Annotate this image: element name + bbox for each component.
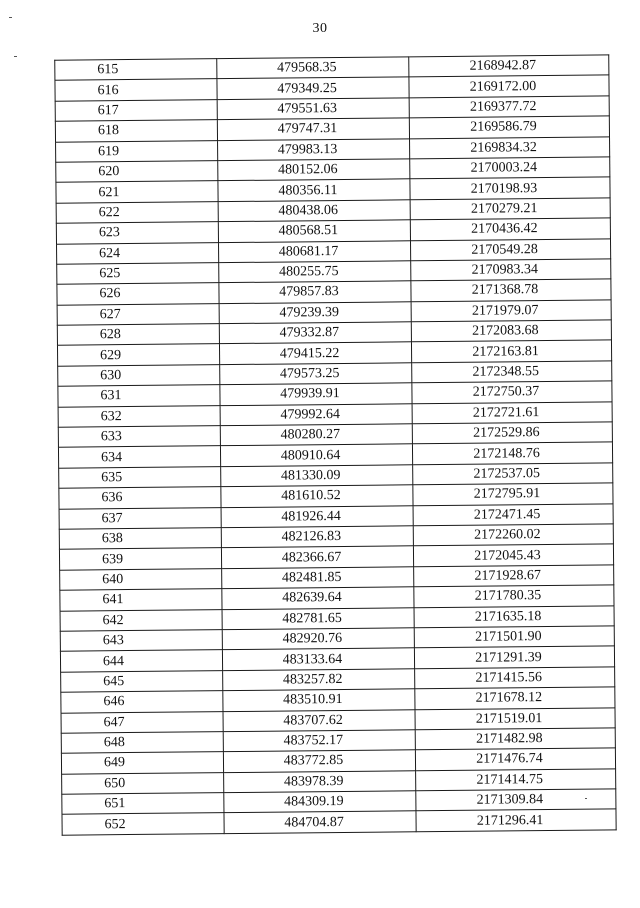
x-coordinate-text: 480568.51 xyxy=(278,223,339,239)
y-coordinate-text: 2171501.90 xyxy=(474,629,542,645)
y-coordinate-text: 2170003.24 xyxy=(470,160,538,176)
point-number-cell xyxy=(55,120,217,142)
x-coordinate-text: 482366.67 xyxy=(281,549,342,566)
x-coordinate-text: 483707.62 xyxy=(283,712,343,729)
point-number-cell xyxy=(59,487,221,509)
point-number-cell xyxy=(62,772,224,794)
point-number-text: 640 xyxy=(102,572,124,588)
y-coordinate-cell xyxy=(415,728,615,750)
x-coordinate-cell xyxy=(219,301,411,323)
point-number-cell xyxy=(59,528,221,550)
point-number-cell xyxy=(57,303,219,325)
x-coordinate-cell xyxy=(224,811,416,833)
y-coordinate-text: 2172529.86 xyxy=(473,425,540,441)
y-coordinate-text: 2171476.74 xyxy=(476,751,543,768)
point-number-cell xyxy=(61,691,223,713)
point-number-text: 646 xyxy=(103,694,125,710)
point-number-cell xyxy=(58,385,220,407)
y-coordinate-cell xyxy=(410,198,610,220)
y-coordinate-text: 2172795.91 xyxy=(473,486,541,503)
y-coordinate-cell xyxy=(411,300,611,322)
y-coordinate-cell xyxy=(412,381,612,403)
point-number-cell xyxy=(55,59,217,81)
x-coordinate-cell xyxy=(223,689,415,711)
x-coordinate-cell xyxy=(220,383,412,405)
point-number-cell xyxy=(62,793,224,815)
y-coordinate-cell xyxy=(416,769,616,791)
x-coordinate-text: 479551.63 xyxy=(277,100,338,117)
point-number-text: 632 xyxy=(100,408,122,425)
x-coordinate-cell xyxy=(217,98,409,120)
y-coordinate-cell xyxy=(413,503,613,525)
y-coordinate-text: 2170983.34 xyxy=(471,262,539,278)
point-number-text: 649 xyxy=(103,755,126,771)
point-number-text: 645 xyxy=(103,673,125,690)
y-coordinate-cell xyxy=(410,136,610,158)
x-coordinate-cell xyxy=(220,444,412,466)
point-number-cell xyxy=(57,344,219,366)
x-coordinate-cell xyxy=(223,709,415,731)
point-number-text: 628 xyxy=(99,327,121,343)
y-coordinate-cell xyxy=(411,259,611,281)
y-coordinate-cell xyxy=(415,667,615,689)
x-coordinate-cell xyxy=(218,179,410,201)
point-number-text: 648 xyxy=(103,735,125,751)
point-number-cell xyxy=(61,732,223,754)
y-coordinate-text: 2171979.07 xyxy=(471,302,539,319)
x-coordinate-text: 482639.64 xyxy=(282,590,342,606)
x-coordinate-text: 479332.87 xyxy=(279,325,340,341)
y-coordinate-cell xyxy=(411,279,611,301)
point-number-text: 652 xyxy=(104,816,126,832)
point-number-cell xyxy=(55,99,217,121)
x-coordinate-text: 479939.91 xyxy=(280,386,340,403)
x-coordinate-text: 480356.11 xyxy=(278,182,338,199)
point-number-text: 623 xyxy=(98,225,120,241)
point-number-cell xyxy=(59,466,221,488)
point-number-text: 634 xyxy=(100,449,123,465)
point-number-cell xyxy=(61,752,223,774)
x-coordinate-text: 481610.52 xyxy=(281,488,341,504)
x-coordinate-text: 479568.35 xyxy=(277,60,337,76)
y-coordinate-cell xyxy=(410,238,610,260)
x-coordinate-cell xyxy=(220,403,412,425)
table-row xyxy=(62,809,616,835)
x-coordinate-cell xyxy=(221,465,413,487)
y-coordinate-cell xyxy=(414,646,614,668)
point-number-cell xyxy=(61,670,223,692)
y-coordinate-cell xyxy=(415,748,615,770)
point-number-cell xyxy=(62,813,224,835)
point-number-text: 625 xyxy=(99,266,121,282)
x-coordinate-cell xyxy=(219,342,411,364)
point-number-text: 639 xyxy=(101,551,124,567)
y-coordinate-cell xyxy=(414,585,614,607)
x-coordinate-cell xyxy=(217,57,409,79)
x-coordinate-cell xyxy=(221,485,413,507)
y-coordinate-text: 2171296.41 xyxy=(476,812,544,829)
y-coordinate-cell xyxy=(409,96,609,118)
point-number-cell xyxy=(59,548,221,570)
point-number-cell xyxy=(56,140,218,162)
x-coordinate-cell xyxy=(224,770,416,792)
y-coordinate-text: 2171482.98 xyxy=(475,731,543,747)
x-coordinate-text: 483978.39 xyxy=(283,773,344,790)
point-number-text: 624 xyxy=(99,245,121,262)
x-coordinate-text: 480910.64 xyxy=(280,447,341,464)
y-coordinate-cell xyxy=(410,218,610,240)
x-coordinate-cell xyxy=(222,567,414,589)
point-number-cell xyxy=(60,630,222,652)
point-number-text: 629 xyxy=(100,347,122,363)
x-coordinate-cell xyxy=(221,526,413,548)
x-coordinate-cell xyxy=(222,607,414,629)
point-number-cell xyxy=(58,446,220,468)
x-coordinate-text: 483257.82 xyxy=(282,671,343,688)
x-coordinate-cell xyxy=(218,200,410,222)
y-coordinate-text: 2170198.93 xyxy=(470,180,538,197)
y-coordinate-cell xyxy=(412,422,612,444)
x-coordinate-text: 484309.19 xyxy=(284,794,344,810)
point-number-text: 647 xyxy=(103,714,125,730)
y-coordinate-text: 2171415.56 xyxy=(475,669,543,686)
point-number-text: 615 xyxy=(97,62,119,78)
x-coordinate-text: 483752.17 xyxy=(283,733,344,749)
x-coordinate-text: 480280.27 xyxy=(280,427,341,443)
x-coordinate-text: 480152.06 xyxy=(277,162,338,178)
x-coordinate-cell xyxy=(219,281,411,303)
y-coordinate-text: 2171309.84 xyxy=(476,792,544,808)
y-coordinate-cell xyxy=(412,361,612,383)
point-number-cell xyxy=(60,568,222,590)
point-number-text: 635 xyxy=(101,470,123,486)
y-coordinate-cell xyxy=(416,809,616,831)
x-coordinate-cell xyxy=(224,791,416,813)
x-coordinate-cell xyxy=(219,261,411,283)
point-number-text: 621 xyxy=(98,184,120,200)
point-number-text: 644 xyxy=(102,653,125,669)
point-number-cell xyxy=(56,222,218,244)
point-number-text: 626 xyxy=(99,286,121,302)
x-coordinate-text: 479983.13 xyxy=(277,141,338,158)
point-number-text: 630 xyxy=(100,368,122,384)
x-coordinate-cell xyxy=(221,505,413,527)
x-coordinate-text: 480438.06 xyxy=(278,202,339,219)
point-number-text: 641 xyxy=(102,592,124,608)
point-number-cell xyxy=(57,283,219,305)
x-coordinate-text: 482126.83 xyxy=(281,529,342,545)
y-coordinate-cell xyxy=(409,75,609,97)
y-coordinate-text: 2171368.78 xyxy=(471,282,539,299)
point-number-text: 642 xyxy=(102,612,124,629)
y-coordinate-cell xyxy=(410,177,610,199)
x-coordinate-text: 484704.87 xyxy=(284,814,344,831)
point-number-text: 616 xyxy=(97,82,119,98)
point-number-text: 633 xyxy=(100,429,122,445)
x-coordinate-text: 481330.09 xyxy=(280,467,341,484)
point-number-text: 651 xyxy=(104,796,126,812)
y-coordinate-cell xyxy=(414,626,614,648)
y-coordinate-cell xyxy=(409,55,609,77)
x-coordinate-text: 479573.25 xyxy=(279,366,340,382)
y-coordinate-cell xyxy=(414,605,614,627)
y-coordinate-cell xyxy=(415,707,615,729)
point-number-text: 619 xyxy=(98,143,120,160)
y-coordinate-cell xyxy=(410,157,610,179)
point-number-cell xyxy=(60,650,222,672)
y-coordinate-text: 2171519.01 xyxy=(475,710,543,727)
point-number-text: 650 xyxy=(104,775,126,792)
y-coordinate-text: 2171635.18 xyxy=(474,608,542,625)
point-number-cell xyxy=(58,405,220,427)
x-coordinate-cell xyxy=(222,587,414,609)
point-number-cell xyxy=(58,426,220,448)
x-coordinate-text: 479747.31 xyxy=(277,121,338,137)
y-coordinate-text: 2171928.67 xyxy=(474,568,542,584)
x-coordinate-cell xyxy=(222,628,414,650)
point-number-text: 638 xyxy=(101,531,123,547)
y-coordinate-text: 2169586.79 xyxy=(470,119,537,136)
y-coordinate-text: 2172721.61 xyxy=(472,404,540,421)
y-coordinate-text: 2170436.42 xyxy=(471,221,538,238)
point-number-cell xyxy=(57,242,219,264)
x-coordinate-cell xyxy=(218,240,410,262)
y-coordinate-cell xyxy=(412,402,612,424)
y-coordinate-cell xyxy=(413,544,613,566)
x-coordinate-cell xyxy=(223,669,415,691)
x-coordinate-cell xyxy=(218,138,410,160)
y-coordinate-text: 2171291.39 xyxy=(475,649,542,666)
x-coordinate-text: 479415.22 xyxy=(279,345,340,362)
x-coordinate-text: 482920.76 xyxy=(282,631,343,647)
y-coordinate-text: 2172083.68 xyxy=(472,323,539,339)
x-coordinate-text: 480255.75 xyxy=(278,264,339,280)
x-coordinate-text: 481926.44 xyxy=(281,508,341,525)
x-coordinate-cell xyxy=(223,730,415,752)
point-number-text: 617 xyxy=(97,103,119,119)
x-coordinate-text: 483510.91 xyxy=(283,692,343,708)
x-coordinate-cell xyxy=(218,220,410,242)
point-number-cell xyxy=(56,161,218,183)
x-coordinate-cell xyxy=(221,546,413,568)
x-coordinate-text: 482481.85 xyxy=(281,569,342,586)
y-coordinate-cell xyxy=(412,442,612,464)
x-coordinate-text: 483133.64 xyxy=(282,651,343,668)
x-coordinate-text: 479349.25 xyxy=(277,80,337,97)
y-coordinate-text: 2172537.05 xyxy=(473,466,541,482)
point-number-text: 636 xyxy=(101,490,123,506)
y-coordinate-cell xyxy=(411,320,611,342)
y-coordinate-text: 2172163.81 xyxy=(472,343,539,360)
x-coordinate-cell xyxy=(217,77,409,99)
y-coordinate-text: 2168942.87 xyxy=(469,58,537,74)
y-coordinate-text: 2170279.21 xyxy=(470,201,538,217)
y-coordinate-text: 2169834.32 xyxy=(470,139,537,156)
point-number-cell xyxy=(56,201,218,223)
y-coordinate-cell xyxy=(414,565,614,587)
point-number-cell xyxy=(55,79,217,101)
y-coordinate-text: 2172750.37 xyxy=(472,384,540,401)
y-coordinate-cell xyxy=(409,116,609,138)
point-number-cell xyxy=(60,589,222,611)
point-number-text: 620 xyxy=(98,164,120,180)
y-coordinate-cell xyxy=(416,789,616,811)
y-coordinate-text: 2171780.35 xyxy=(474,588,542,605)
y-coordinate-text: 2172045.43 xyxy=(474,547,541,564)
x-coordinate-cell xyxy=(219,322,411,344)
x-coordinate-cell xyxy=(220,363,412,385)
x-coordinate-text: 479857.83 xyxy=(279,284,339,301)
point-number-cell xyxy=(61,711,223,733)
y-coordinate-text: 2171414.75 xyxy=(476,771,543,788)
y-coordinate-text: 2172260.02 xyxy=(474,527,541,543)
point-number-text: 627 xyxy=(99,306,121,323)
point-number-text: 631 xyxy=(100,388,122,404)
y-coordinate-cell xyxy=(413,483,613,505)
x-coordinate-text: 482781.65 xyxy=(282,610,342,627)
y-coordinate-text: 2172348.55 xyxy=(472,364,540,380)
point-number-cell xyxy=(58,365,220,387)
y-coordinate-text: 2172148.76 xyxy=(473,445,540,462)
point-number-cell xyxy=(57,263,219,285)
y-coordinate-text: 2172471.45 xyxy=(473,506,541,523)
y-coordinate-text: 2169377.72 xyxy=(469,99,537,115)
x-coordinate-text: 480681.17 xyxy=(278,243,339,260)
y-coordinate-text: 2169172.00 xyxy=(469,78,537,95)
coordinates-table-body xyxy=(55,55,616,835)
x-coordinate-cell xyxy=(218,159,410,181)
point-number-cell xyxy=(60,609,222,631)
y-coordinate-cell xyxy=(413,524,613,546)
point-number-text: 618 xyxy=(97,123,119,139)
point-number-text: 643 xyxy=(102,633,124,649)
y-coordinate-text: 2170549.28 xyxy=(471,241,538,258)
x-coordinate-cell xyxy=(217,118,409,140)
x-coordinate-text: 483772.85 xyxy=(283,753,344,770)
point-number-cell xyxy=(57,324,219,346)
x-coordinate-text: 479992.64 xyxy=(280,406,340,423)
coordinates-table xyxy=(54,54,616,835)
x-coordinate-cell xyxy=(222,648,414,670)
point-number-cell xyxy=(56,181,218,203)
y-coordinate-cell xyxy=(413,463,613,485)
point-number-cell xyxy=(59,507,221,529)
x-coordinate-cell xyxy=(220,424,412,446)
x-coordinate-text: 479239.39 xyxy=(279,304,340,321)
y-coordinate-cell xyxy=(411,340,611,362)
point-number-text: 622 xyxy=(98,205,120,221)
page-number: 30 xyxy=(312,21,328,36)
y-coordinate-cell xyxy=(415,687,615,709)
point-number-text: 637 xyxy=(101,510,123,527)
y-coordinate-text: 2171678.12 xyxy=(475,690,543,707)
x-coordinate-cell xyxy=(223,750,415,772)
